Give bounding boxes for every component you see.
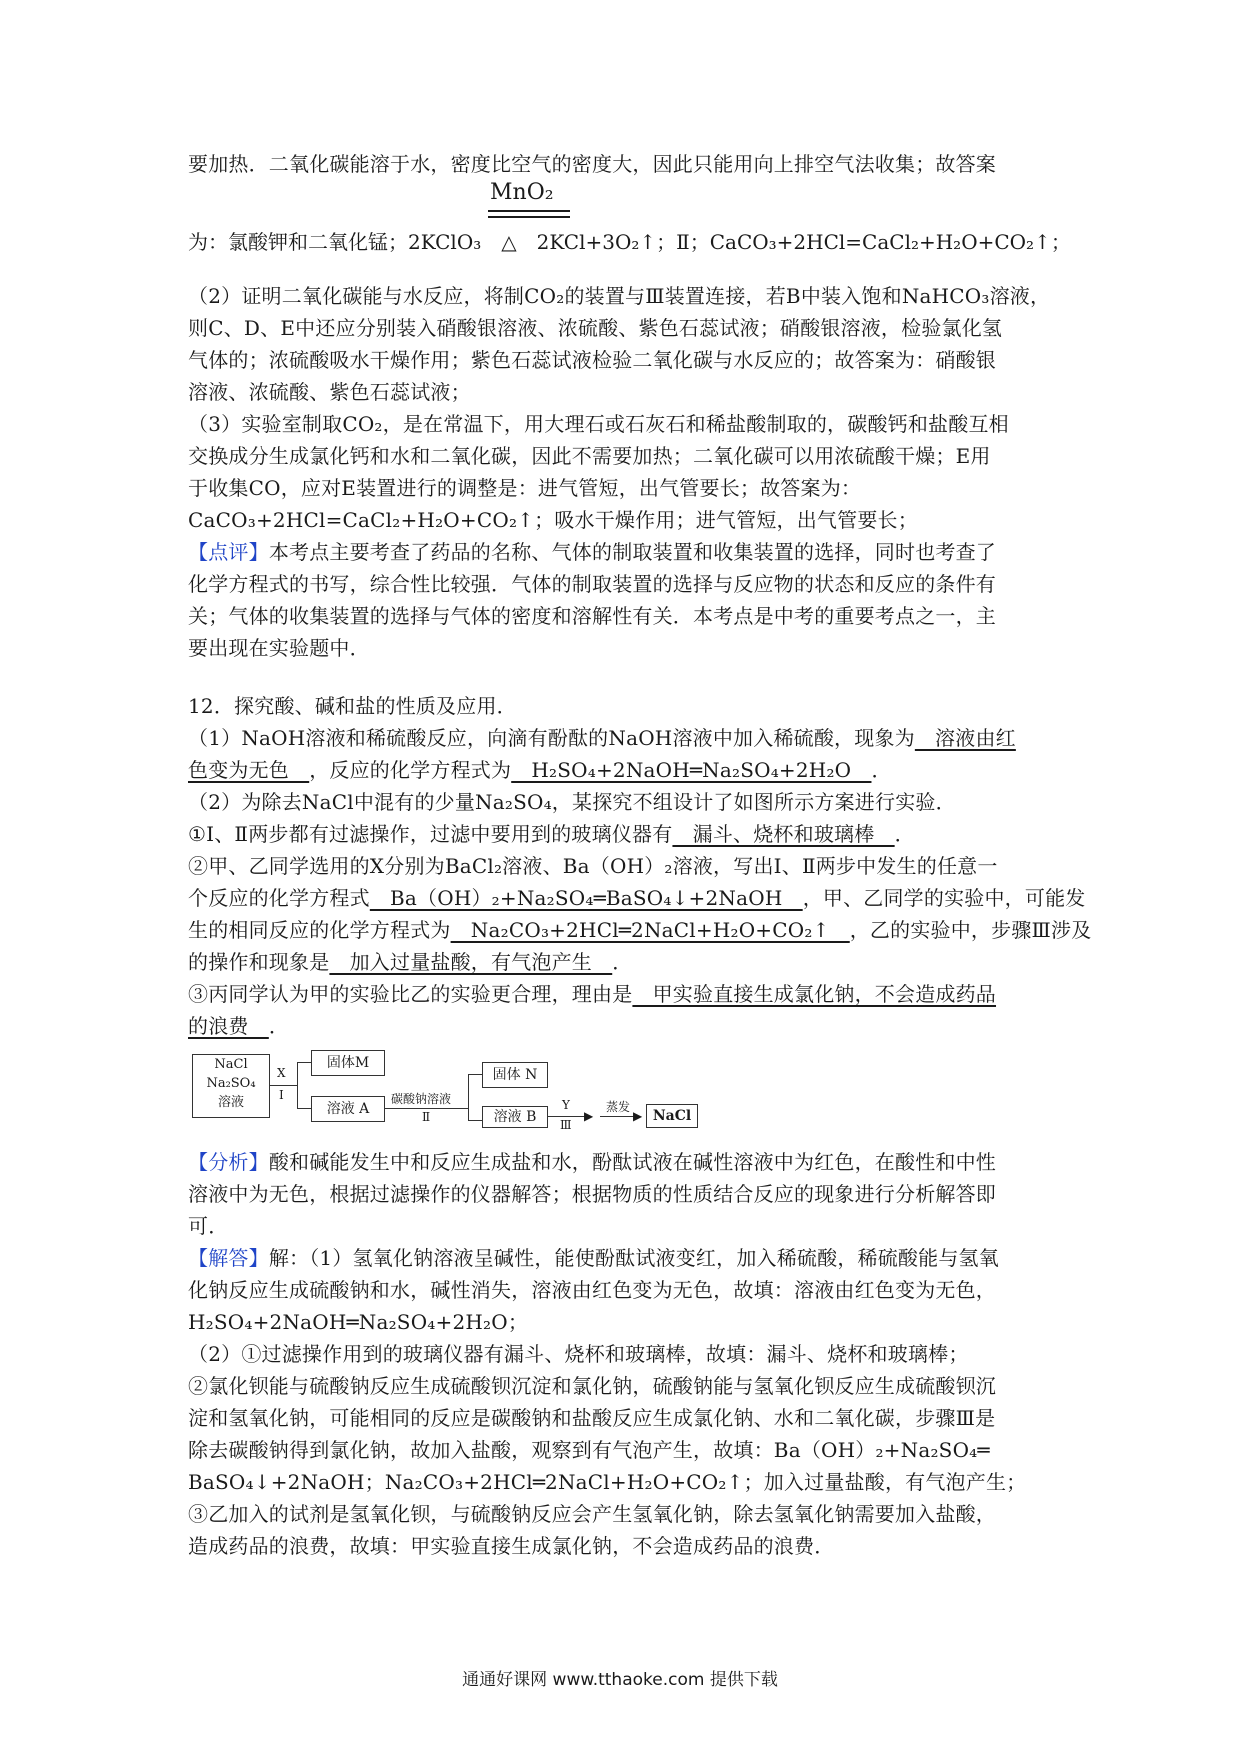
flow-line bbox=[468, 1074, 469, 1120]
heat-symbol: △ bbox=[501, 230, 517, 254]
flow-product-box bbox=[646, 1104, 698, 1128]
document-body bbox=[188, 148, 1092, 1562]
analysis-tag: 【分析】 bbox=[188, 1150, 269, 1174]
question-text: ，反应的化学方程式为 bbox=[309, 758, 512, 782]
text-line: （2）①过滤操作用到的玻璃仪器有漏斗、烧杯和玻璃棒，故填：漏斗、烧杯和玻璃棒； bbox=[188, 1342, 969, 1366]
flow-line bbox=[468, 1120, 482, 1121]
flow-text: NaCl bbox=[214, 1057, 248, 1072]
text-line: （3）实验室制取CO₂，是在常温下，用大理石或石灰石和稀盐酸制取的，碳酸钙和盐酸互相 bbox=[188, 412, 1009, 436]
equation-rest: 2KCl+3O₂↑；Ⅱ；CaCO₃+2HCl=CaCl₂+H₂O+CO₂↑； bbox=[536, 230, 1071, 254]
answer-blank: 溶液由红 bbox=[914, 726, 1016, 750]
review-tag: 【点评】 bbox=[188, 540, 269, 564]
analysis-text: 酸和碱能发生中和反应生成盐和水，酚酞试液在碱性溶液中为红色，在酸性和中性 bbox=[268, 1150, 997, 1174]
flow-text: 溶液 B bbox=[493, 1109, 537, 1125]
question-text: ③丙同学认为甲的实验比乙的实验更合理，理由是 bbox=[188, 982, 633, 1006]
question-text: ①Ⅰ、Ⅱ两步都有过滤操作，过滤中要用到的玻璃仪器有 bbox=[188, 822, 673, 846]
flow-label: 蒸发 bbox=[606, 1100, 631, 1114]
question-text: ，甲、乙同学的实验中，可能发 bbox=[802, 886, 1086, 910]
page-footer: 通通好课网 www.tthaoke.com 提供下载 bbox=[462, 1670, 778, 1690]
flow-text: Na₂SO₄ bbox=[206, 1076, 256, 1091]
text-line bbox=[188, 536, 1056, 568]
text-line: （2）证明二氧化碳能与水反应，将制CO₂的装置与Ⅲ装置连接，若B中装入饱和NaHCO₃溶液， bbox=[188, 284, 1051, 308]
text-line: 交换成分生成氯化钙和水和二氧化碳，因此不需要加热；二氧化碳可以用浓硫酸干燥；E用 bbox=[188, 444, 991, 468]
flow-label: X bbox=[277, 1066, 286, 1080]
question-text: ． bbox=[871, 758, 892, 782]
question-text: 生的相同反应的化学方程式为 bbox=[188, 918, 451, 942]
flow-label: Ⅲ bbox=[560, 1118, 572, 1132]
text-line: 溶液、浓硫酸、紫色石蕊试液； bbox=[188, 380, 471, 404]
review-text: 本考点主要考查了药品的名称、气体的制取装置和收集装置的选择，同时也考查了 bbox=[268, 540, 997, 564]
text-line: 化钠反应生成硫酸钠和水，碱性消失，溶液由红色变为无色，故填：溶液由红色变为无色， bbox=[188, 1278, 996, 1302]
text-line: 化学方程式的书写，综合性比较强．气体的制取装置的选择与反应物的状态和反应的条件有 bbox=[188, 572, 996, 596]
text-line bbox=[188, 914, 1092, 946]
flow-line bbox=[468, 1074, 482, 1075]
flow-start-box bbox=[192, 1054, 270, 1118]
text-line bbox=[188, 1146, 1056, 1178]
question-text: 个反应的化学方程式 bbox=[188, 886, 370, 910]
question-text: （1）NaOH溶液和稀硫酸反应，向滴有酚酞的NaOH溶液中加入稀硫酸，现象为 bbox=[188, 726, 915, 750]
flow-line bbox=[384, 1108, 468, 1109]
answer-blank: Na₂CO₃+2HCl═2NaCl+H₂O+CO₂↑ bbox=[450, 918, 850, 942]
arrow-head: ▶ bbox=[633, 1109, 643, 1123]
text-line: H₂SO₄+2NaOH═Na₂SO₄+2H₂O； bbox=[188, 1310, 529, 1334]
flow-solid-m-box bbox=[311, 1050, 385, 1076]
answer-blank: 的浪费 bbox=[188, 1014, 269, 1038]
text-line: ②氯化钡能与硫酸钠反应生成硫酸钡沉淀和氯化钠，硫酸钠能与氢氧化钡反应生成硫酸钡沉 bbox=[188, 1374, 996, 1398]
flow-text: 溶液 A bbox=[326, 1101, 370, 1117]
text-line: 则C、D、E中还应分别装入硝酸银溶液、浓硫酸、紫色石蕊试液；硝酸银溶液，检验氯化氢 bbox=[188, 316, 1003, 340]
flow-solution-b-box bbox=[482, 1106, 548, 1128]
flow-solid-n-box bbox=[482, 1062, 548, 1088]
experiment-flowchart bbox=[188, 1044, 728, 1132]
text-line bbox=[188, 818, 1056, 850]
text-line: BaSO₄↓+2NaOH；Na₂CO₃+2HCl═2NaCl+H₂O+CO₂↑；加入过量盐酸，有气泡产生； bbox=[188, 1470, 1027, 1494]
equation-line bbox=[188, 180, 1071, 262]
text-line: 除去碳酸钠得到氯化钠，故加入盐酸，观察到有气泡产生，故填：Ba（OH）₂+Na₂SO₄═ bbox=[188, 1438, 990, 1462]
answer-blank: 甲实验直接生成氯化钠，不会造成药品 bbox=[632, 982, 997, 1006]
equation-rule bbox=[488, 210, 570, 212]
equation-prefix: 为：氯酸钾和二氧化锰；2KClO₃ bbox=[188, 230, 482, 254]
question-text: ，乙的实验中，步骤Ⅲ涉及 bbox=[849, 918, 1092, 942]
flow-label: Ⅱ bbox=[422, 1110, 431, 1124]
text-line bbox=[188, 946, 1056, 978]
flow-line bbox=[297, 1062, 311, 1063]
flow-text: 固体 N bbox=[492, 1067, 538, 1083]
answer-blank: 漏斗、烧杯和玻璃棒 bbox=[672, 822, 895, 846]
text-line: 淀和氢氧化钠，可能相同的反应是碳酸钠和盐酸反应生成氯化钠、水和二氧化碳，步骤Ⅲ是 bbox=[188, 1406, 996, 1430]
answer-tag: 【解答】 bbox=[188, 1246, 269, 1270]
text-line: CaCO₃+2HCl=CaCl₂+H₂O+CO₂↑；吸水干燥作用；进气管短，出气管要长； bbox=[188, 508, 918, 532]
text-line: 要出现在实验题中． bbox=[188, 636, 370, 660]
question-text: 的操作和现象是 bbox=[188, 950, 330, 974]
text-line bbox=[188, 1010, 1056, 1042]
flow-text: 固体M bbox=[326, 1055, 370, 1071]
flow-label: Ⅰ bbox=[279, 1088, 284, 1102]
equation-rule bbox=[488, 216, 570, 218]
text-line: 可． bbox=[188, 1214, 229, 1238]
text-line bbox=[188, 978, 1056, 1010]
flow-label: 碳酸钠溶液 bbox=[391, 1092, 452, 1106]
flow-solution-a-box bbox=[311, 1096, 385, 1122]
text-line bbox=[188, 722, 1056, 754]
text-line: 气体的；浓硫酸吸水干燥作用；紫色石蕊试液检验二氧化碳与水反应的；故答案为：硝酸银 bbox=[188, 348, 996, 372]
catalyst-label: MnO₂ bbox=[490, 180, 554, 205]
question-text: ． bbox=[268, 1014, 290, 1038]
text-line bbox=[188, 1242, 1056, 1274]
flow-line bbox=[297, 1108, 311, 1109]
question-text: ． bbox=[894, 822, 915, 846]
flow-arrow bbox=[547, 1116, 589, 1117]
text-line: ③乙加入的试剂是氢氧化钡，与硫酸钠反应会产生氢氧化钠，除去氢氧化钠需要加入盐酸， bbox=[188, 1502, 996, 1526]
text-line bbox=[188, 882, 1086, 914]
flow-line bbox=[297, 1062, 298, 1108]
text-line: 要加热．二氧化碳能溶于水，密度比空气的密度大，因此只能用向上排空气法收集；故答案 bbox=[188, 152, 996, 176]
text-line: 造成药品的浪费，故填：甲实验直接生成氯化钠，不会造成药品的浪费． bbox=[188, 1534, 835, 1558]
answer-text: 解：（1）氢氧化钠溶液呈碱性，能使酚酞试液变红，加入稀硫酸，稀硫酸能与氢氧 bbox=[268, 1246, 999, 1270]
arrow-head: ▶ bbox=[584, 1109, 594, 1123]
answer-blank: 加入过量盐酸，有气泡产生 bbox=[329, 950, 613, 974]
text-line: 关；气体的收集装置的选择与气体的密度和溶解性有关．本考点是中考的重要考点之一，主 bbox=[188, 604, 996, 628]
text-line: 于收集CO，应对E装置进行的调整是：进气管短，出气管要长；故答案为： bbox=[188, 476, 862, 500]
flow-label: Y bbox=[562, 1098, 570, 1112]
text-line: 溶液中为无色，根据过滤操作的仪器解答；根据物质的性质结合反应的现象进行分析解答即 bbox=[188, 1182, 996, 1206]
text-line: （2）为除去NaCl中混有的少量Na₂SO₄，某探究不组设计了如图所示方案进行实验． bbox=[188, 790, 956, 814]
text-line: ②甲、乙同学选用的X分别为BaCl₂溶液、Ba（OH）₂溶液，写出Ⅰ、Ⅱ两步中发生的任意一 bbox=[188, 854, 998, 878]
question-text: ． bbox=[612, 950, 633, 974]
answer-blank: H₂SO₄+2NaOH═Na₂SO₄+2H₂O bbox=[511, 758, 872, 782]
answer-blank: Ba（OH）₂+Na₂SO₄═BaSO₄↓+2NaOH bbox=[369, 886, 803, 910]
flow-text: NaCl bbox=[652, 1108, 692, 1124]
flow-text: 溶液 bbox=[217, 1095, 244, 1110]
flow-line bbox=[269, 1085, 297, 1086]
answer-blank: 色变为无色 bbox=[188, 758, 310, 782]
question-title: 12．探究酸、碱和盐的性质及应用． bbox=[188, 694, 517, 718]
text-line bbox=[188, 754, 1056, 786]
equation-text bbox=[188, 226, 1071, 258]
